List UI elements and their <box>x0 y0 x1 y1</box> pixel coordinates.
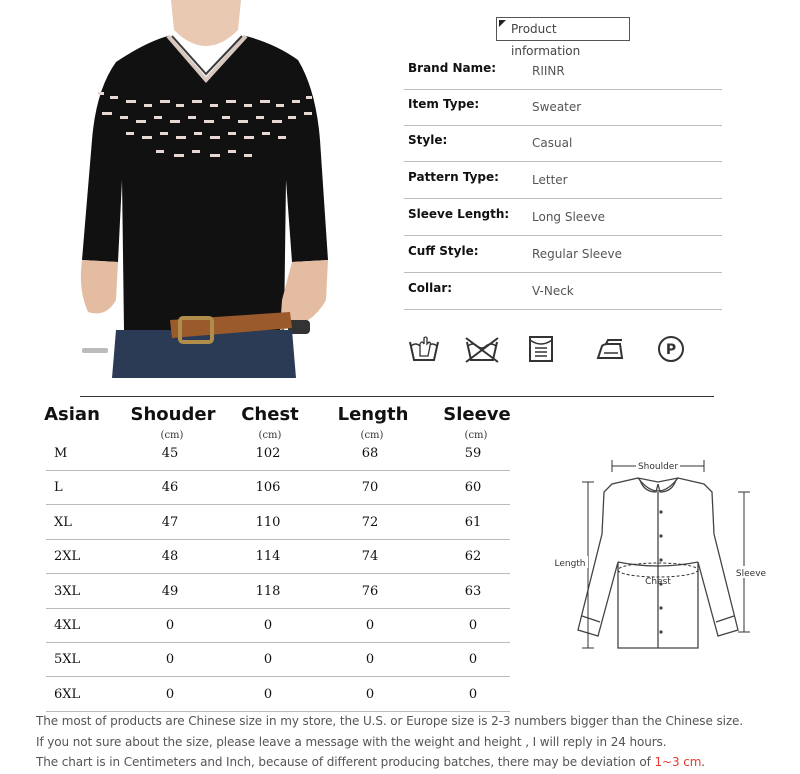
info-key: Brand Name: <box>408 61 497 75</box>
length-cell: 76 <box>361 583 379 599</box>
size-cell: 6XL <box>54 686 81 702</box>
shoulder-cell: 46 <box>161 480 179 496</box>
info-row-sleeve-length <box>404 200 722 236</box>
shoulder-label: Shoulder <box>637 462 679 472</box>
shirt-outline <box>578 478 738 648</box>
size-cell: 5XL <box>54 652 81 668</box>
hand-wash-icon <box>408 334 440 364</box>
info-value: Regular Sleeve <box>532 247 623 261</box>
info-row-cuff-style <box>404 237 722 273</box>
measurement-diagram <box>548 452 770 658</box>
shoulder-cell: 49 <box>161 583 179 599</box>
unit-sleeve: (cm) <box>464 430 488 441</box>
shoulder-cell: 45 <box>161 446 179 461</box>
length-cell: 74 <box>361 549 379 565</box>
info-row-collar <box>404 274 722 310</box>
info-value: Sweater <box>532 100 582 114</box>
chest-cell: 114 <box>255 549 281 565</box>
svg-text:P: P <box>665 342 677 358</box>
table-row <box>46 609 510 643</box>
iron-icon <box>594 334 626 364</box>
sleeve-cell: 59 <box>464 446 482 461</box>
chest-cell: 110 <box>255 514 281 530</box>
shoulder-cell: 47 <box>161 514 179 530</box>
info-value: RIINR <box>532 64 565 78</box>
shoulder-cell: 0 <box>165 652 175 668</box>
length-cell: 0 <box>365 652 375 668</box>
deviation-highlight: 1~3 cm <box>654 755 702 769</box>
shoulder-cell: 48 <box>161 549 179 565</box>
corner-triangle-icon <box>499 20 506 27</box>
size-cell: XL <box>54 514 72 530</box>
do-not-wash-icon <box>464 334 500 364</box>
product-photo <box>76 0 336 378</box>
sleeve-label: Sleeve <box>735 569 767 579</box>
sleeve-cell: 0 <box>468 618 478 633</box>
chest-cell: 0 <box>263 618 273 633</box>
size-cell: 4XL <box>54 618 81 633</box>
info-row-style <box>404 126 722 162</box>
info-row-pattern-type <box>404 163 722 199</box>
sleeve-cell: 62 <box>464 549 482 565</box>
info-key: Item Type: <box>408 97 480 111</box>
length-cell: 72 <box>361 514 379 530</box>
unit-chest: (cm) <box>258 430 282 441</box>
info-key: Pattern Type: <box>408 170 499 184</box>
size-cell: L <box>54 480 63 496</box>
size-cell: 2XL <box>54 549 81 565</box>
drip-dry-icon <box>526 334 556 364</box>
chest-cell: 106 <box>255 480 281 496</box>
info-value: Letter <box>532 173 568 187</box>
size-cell: M <box>54 446 68 461</box>
info-key: Sleeve Length: <box>408 207 510 221</box>
sleeve-cell: 63 <box>464 583 482 599</box>
table-row <box>46 540 510 574</box>
info-value: Casual <box>532 136 573 150</box>
header-shoulder: Shouder <box>130 404 216 425</box>
header-length: Length <box>337 404 409 425</box>
note-line-3 <box>36 755 705 769</box>
info-value: V-Neck <box>532 284 574 298</box>
product-information-label: Product information <box>511 22 581 58</box>
table-row <box>46 575 510 609</box>
note-line-2: If you not sure about the size, please leave a message with the weight and height , I will reply in 24 hours. <box>36 735 667 749</box>
size-cell: 3XL <box>54 583 81 599</box>
chest-label: Chest <box>645 577 671 587</box>
info-key: Collar: <box>408 281 453 295</box>
table-row <box>46 678 510 712</box>
info-key: Cuff Style: <box>408 244 479 258</box>
unit-length: (cm) <box>360 430 384 441</box>
length-cell: 0 <box>365 618 375 633</box>
section-divider <box>80 396 714 397</box>
note-line-3-end: . <box>701 755 705 769</box>
chest-cell: 102 <box>255 446 281 461</box>
unit-shoulder: (cm) <box>160 430 184 441</box>
note-line-1: The most of products are Chinese size in my store, the U.S. or Europe size is 2-3 numbers bigger than the Chinese size. <box>36 714 744 728</box>
info-row-item-type <box>404 90 722 126</box>
sleeve-cell: 61 <box>464 514 482 530</box>
shoulder-cell: 0 <box>165 618 175 633</box>
length-label: Length <box>554 559 586 569</box>
dry-clean-p-icon <box>656 334 686 364</box>
table-row <box>46 506 510 540</box>
info-value: Long Sleeve <box>532 210 606 224</box>
shoulder-cell: 0 <box>165 686 175 702</box>
length-cell: 0 <box>365 686 375 702</box>
info-row-brand <box>404 54 722 90</box>
info-key: Style: <box>408 133 448 147</box>
table-row <box>46 471 510 505</box>
sleeve-cell: 0 <box>468 652 478 668</box>
product-information-title <box>496 17 630 58</box>
length-cell: 70 <box>361 480 379 496</box>
header-chest: Chest <box>241 404 299 425</box>
header-asian: Asian <box>44 404 100 425</box>
table-row <box>46 643 510 677</box>
shirt-buttons <box>659 510 662 633</box>
sleeve-cell: 0 <box>468 686 478 702</box>
chest-cell: 0 <box>263 686 273 702</box>
chest-cell: 0 <box>263 652 273 668</box>
length-cell: 68 <box>361 446 379 461</box>
chest-cell: 118 <box>255 583 281 599</box>
table-row <box>46 437 510 471</box>
note-line-3-text: The chart is in Centimeters and Inch, because of different producing batches, there may be deviation of <box>36 755 655 769</box>
sleeve-cell: 60 <box>464 480 482 496</box>
header-sleeve: Sleeve <box>443 404 511 425</box>
sweater-model-image <box>76 0 336 378</box>
